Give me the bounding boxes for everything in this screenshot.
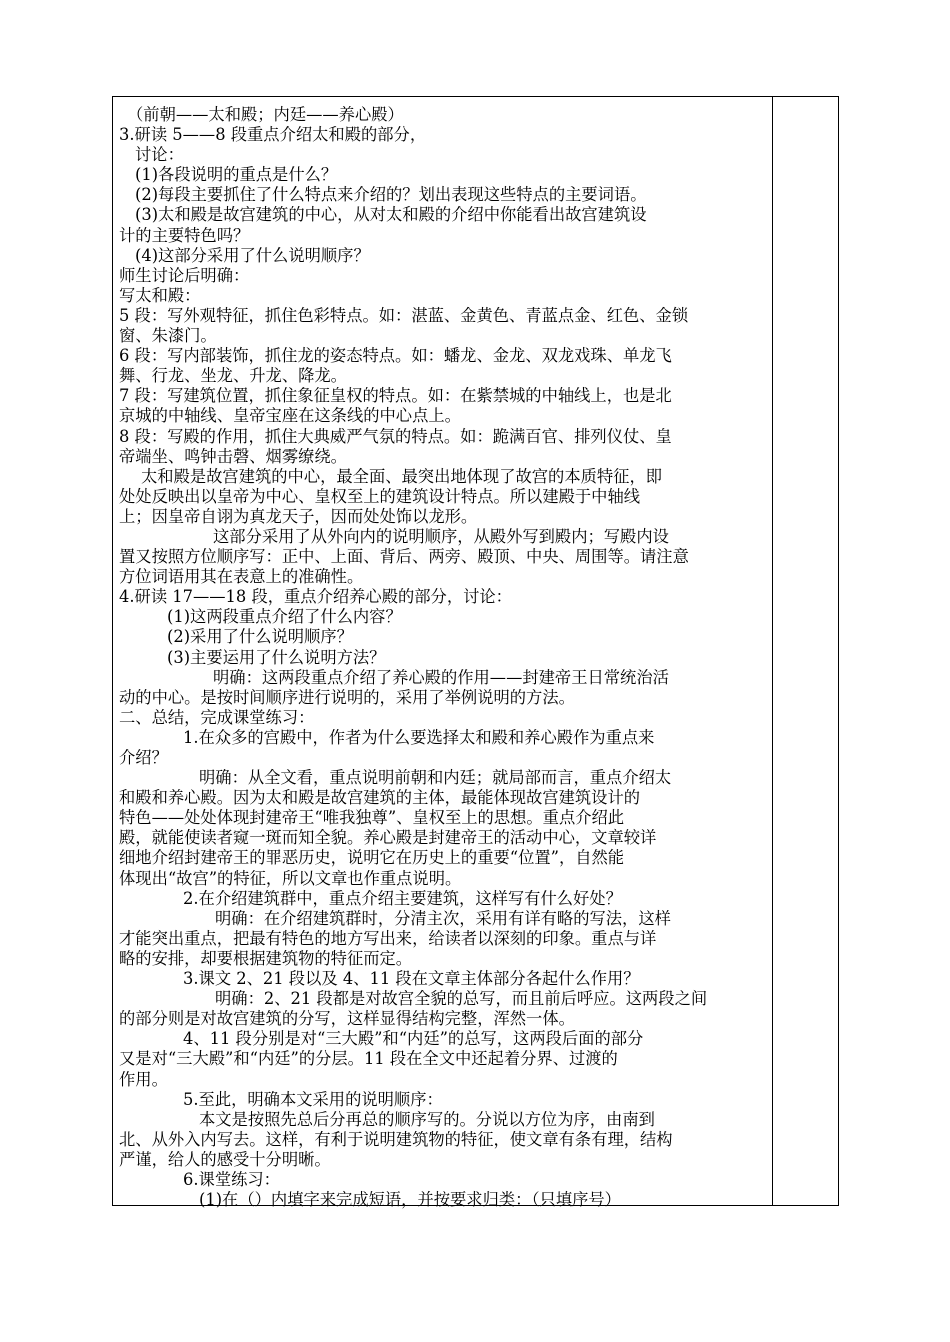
text-line: （前朝——太和殿；内廷——养心殿） <box>127 105 404 124</box>
text-line: 处处反映出以皇帝为中心、皇权至上的建筑设计特点。所以建殿于中轴线 <box>119 486 641 506</box>
text-line: 4.研读 17——18 段，重点介绍养心殿的部分，讨论： <box>119 587 512 607</box>
text-line: 1.在众多的宫殿中，作者为什么要选择太和殿和养心殿作为重点来 <box>183 727 655 747</box>
text-line: 3.研读 5——8 段重点介绍太和殿的部分， <box>119 125 427 145</box>
text-line: 细地介绍封建帝王的罪恶历史，说明它在历史上的重要“位置”，自然能 <box>119 848 625 868</box>
text-line: 严谨，给人的感受十分明晰。 <box>119 1149 331 1169</box>
text-line: 5 段：写外观特征，抓住色彩特点。如：湛蓝、金黄色、青蓝点金、红色、金锁 <box>119 305 689 325</box>
text-line: 5.至此，明确本文采用的说明顺序： <box>183 1089 443 1109</box>
text-line: 本文是按照先总后分再总的顺序写的。分说以方位为序，由南到 <box>199 1109 655 1129</box>
text-line: 2.在介绍建筑群中，重点介绍主要建筑，这样写有什么好处？ <box>183 888 622 908</box>
notes-cell <box>773 97 839 1205</box>
text-line: (2)采用了什么说明顺序？ <box>167 627 353 647</box>
text-line: 介绍？ <box>119 748 168 767</box>
text-line: 作用。 <box>119 1069 168 1089</box>
text-line: 4、11 段分别是对“三大殿”和“内廷”的总写，这两段后面的部分 <box>183 1029 644 1049</box>
text-line: 窗、朱漆门。 <box>119 326 217 346</box>
text-line: 北、从外入内写去。这样，有利于说明建筑物的特征，使文章有条有理，结构 <box>119 1129 673 1149</box>
text-line: 写太和殿： <box>119 285 201 305</box>
text-line: 二、总结，完成课堂练习： <box>119 707 315 727</box>
text-line: 动的中心。是按时间顺序进行说明的，采用了举例说明的方法。 <box>119 687 575 707</box>
text-line: 明确：在介绍建筑群时，分清主次，采用有详有略的写法，这样 <box>215 908 671 928</box>
text-line: 6.课堂练习： <box>183 1169 280 1189</box>
text-line: (3)太和殿是故宫建筑的中心，从对太和殿的介绍中你能看出故宫建筑设 <box>135 205 647 225</box>
text-line: (4)这部分采用了什么说明顺序？ <box>135 245 370 265</box>
text-line: 师生讨论后明确： <box>119 265 250 285</box>
text-line: 殿，就能使读者窥一斑而知全貌。养心殿是封建帝王的活动中心，文章较详 <box>119 828 657 848</box>
text-line: 讨论： <box>135 145 184 165</box>
text-line: (3)主要运用了什么说明方法？ <box>167 647 386 667</box>
text-line: 特色——处处体现封建帝王“唯我独尊”、皇权至上的思想。重点介绍此 <box>119 808 625 828</box>
text-line: 上；因皇帝自诩为真龙天子，因而处处饰以龙形。 <box>119 506 478 526</box>
text-line: 计的主要特色吗？ <box>119 225 250 245</box>
text-line: 又是对“三大殿”和“内廷”的分层。11 段在全文中还起着分界、过渡的 <box>119 1049 618 1069</box>
text-line: 明确：从全文看，重点说明前朝和内廷；就局部而言，重点介绍太 <box>199 768 672 788</box>
text-line: 明确：2、21 段都是对故宫全貌的总写，而且前后呼应。这两段之间 <box>215 989 708 1009</box>
text-line: (1)在（）内填字来完成短语，并按要求归类：（只填序号） <box>199 1190 621 1210</box>
lesson-content-cell <box>119 105 767 1210</box>
text-line: (1)这两段重点介绍了什么内容？ <box>167 607 402 627</box>
text-line: 体现出“故宫”的特征，所以文章也作重点说明。 <box>119 868 462 888</box>
text-line: 8 段：写殿的作用，抓住大典威严气氛的特点。如：跪满百官、排列仪仗、皇 <box>119 426 672 446</box>
text-line: 才能突出重点，把最有特色的地方写出来，给读者以深刻的印象。重点与详 <box>119 928 657 948</box>
text-line: 舞、行龙、坐龙、升龙、降龙。 <box>119 366 347 386</box>
text-line: 方位词语用其在表意上的准确性。 <box>119 567 364 587</box>
text-line: 这部分采用了从外向内的说明顺序，从殿外写到殿内；写殿内设 <box>213 526 669 546</box>
text-line: 明确：这两段重点介绍了养心殿的作用——封建帝王日常统治活 <box>213 667 669 687</box>
text-line: 3.课文 2、21 段以及 4、11 段在文章主体部分各起什么作用？ <box>183 969 640 989</box>
text-line: (2)每段主要抓住了什么特点来介绍的？划出表现这些特点的主要词语。 <box>135 185 647 205</box>
text-line: 京城的中轴线、皇帝宝座在这条线的中心点上。 <box>119 406 461 426</box>
text-line: 和殿和养心殿。因为太和殿是故宫建筑的主体，最能体现故宫建筑设计的 <box>119 788 641 808</box>
text-line: 太和殿是故宫建筑的中心，最全面、最突出地体现了故宫的本质特征，即 <box>141 466 663 486</box>
text-line: 置又按照方位顺序写：正中、上面、背后、两旁、殿顶、中央、周围等。请注意 <box>119 547 689 567</box>
text-line: 略的安排，却要根据建筑物的特征而定。 <box>119 948 413 968</box>
text-line: 6 段：写内部装饰，抓住龙的姿态特点。如：蟠龙、金龙、双龙戏珠、单龙飞 <box>119 346 672 366</box>
text-line: 的部分则是对故宫建筑的分写，这样显得结构完整，浑然一体。 <box>119 1009 575 1029</box>
lesson-table <box>112 96 839 1210</box>
text-line: (1)各段说明的重点是什么？ <box>135 165 338 185</box>
text-line: 7 段：写建筑位置，抓住象征皇权的特点。如：在紫禁城的中轴线上，也是北 <box>119 386 672 406</box>
text-line: 帝端坐、鸣钟击磬、烟雾缭绕。 <box>119 446 347 466</box>
